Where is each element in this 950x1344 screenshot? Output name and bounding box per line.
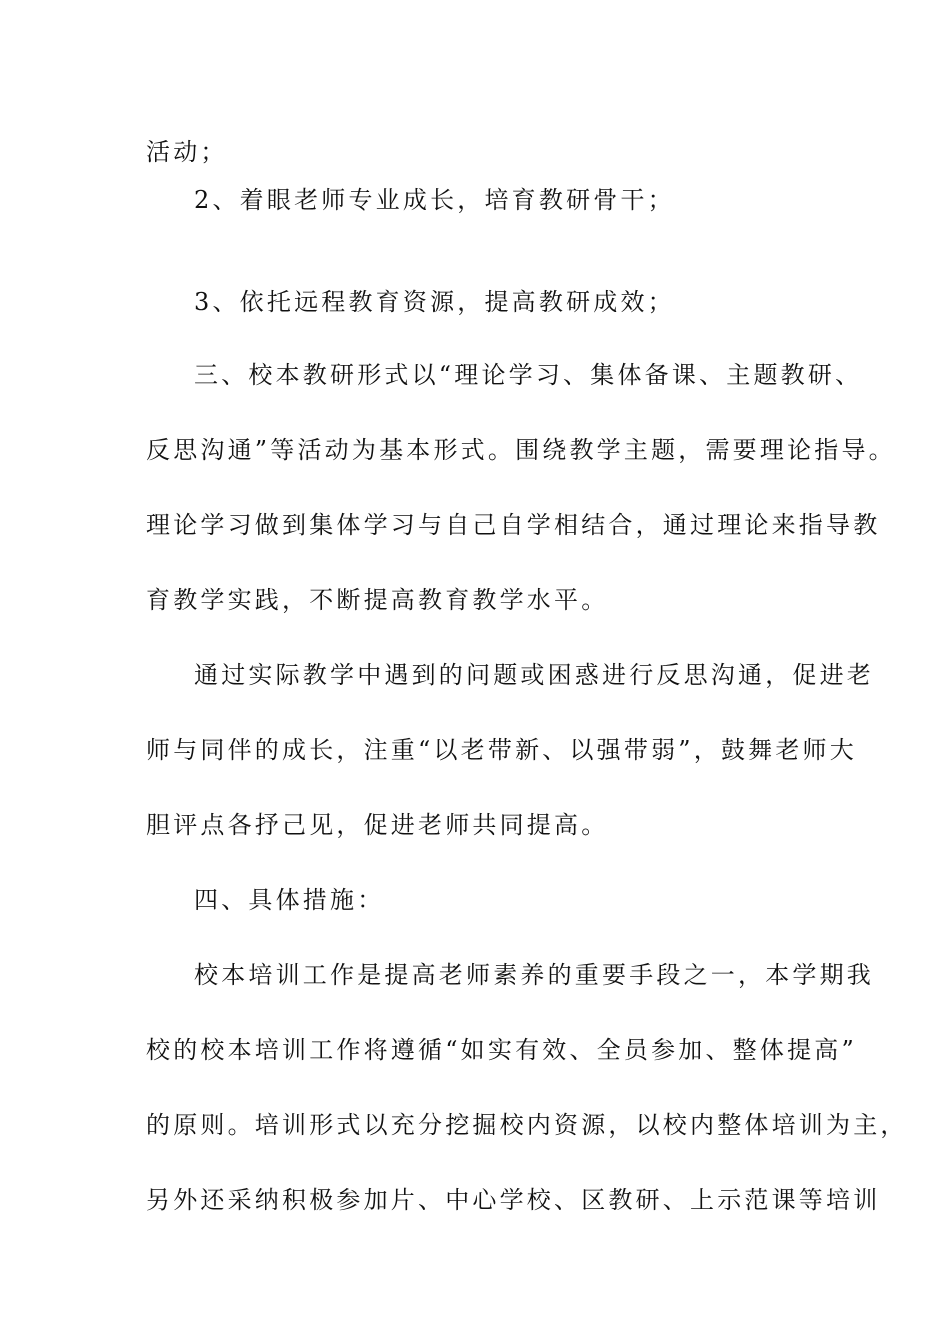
text-line: 的原则。培训形式以充分挖掘校内资源，以校内整体培训为主， [146, 1111, 908, 1139]
list-item: 3、依托远程教育资源，提高教研成效； [194, 288, 675, 316]
text-line: 反思沟通”等活动为基本形式。围绕教学主题，需要理论指导。 [146, 436, 896, 464]
text-line: 理论学习做到集体学习与自己自学相结合，通过理论来指导教 [146, 511, 881, 539]
section-heading: 四、具体措施： [194, 886, 385, 914]
text-line: 育教学实践，不断提高教育教学水平。 [146, 586, 609, 614]
section-heading-line: 三、校本教研形式以“理论学习、集体备课、主题教研、 [194, 361, 863, 389]
text-line: 校的校本培训工作将遵循“如实有效、全员参加、整体提高” [146, 1036, 857, 1064]
list-item: 2、着眼老师专业成长，培育教研骨干； [194, 186, 675, 214]
text-line: 另外还采纳积极参加片、中心学校、区教研、上示范课等培训 [146, 1186, 881, 1214]
paragraph-start-line: 通过实际教学中遇到的问题或困惑进行反思沟通，促进老 [194, 661, 874, 689]
text-line: 胆评点各抒己见，促进老师共同提高。 [146, 811, 609, 839]
text-line: 师与同伴的成长，注重“以老带新、以强带弱”，鼓舞老师大 [146, 736, 857, 764]
text-line: 活动； [146, 138, 228, 166]
paragraph-start-line: 校本培训工作是提高老师素养的重要手段之一，本学期我 [194, 961, 874, 989]
